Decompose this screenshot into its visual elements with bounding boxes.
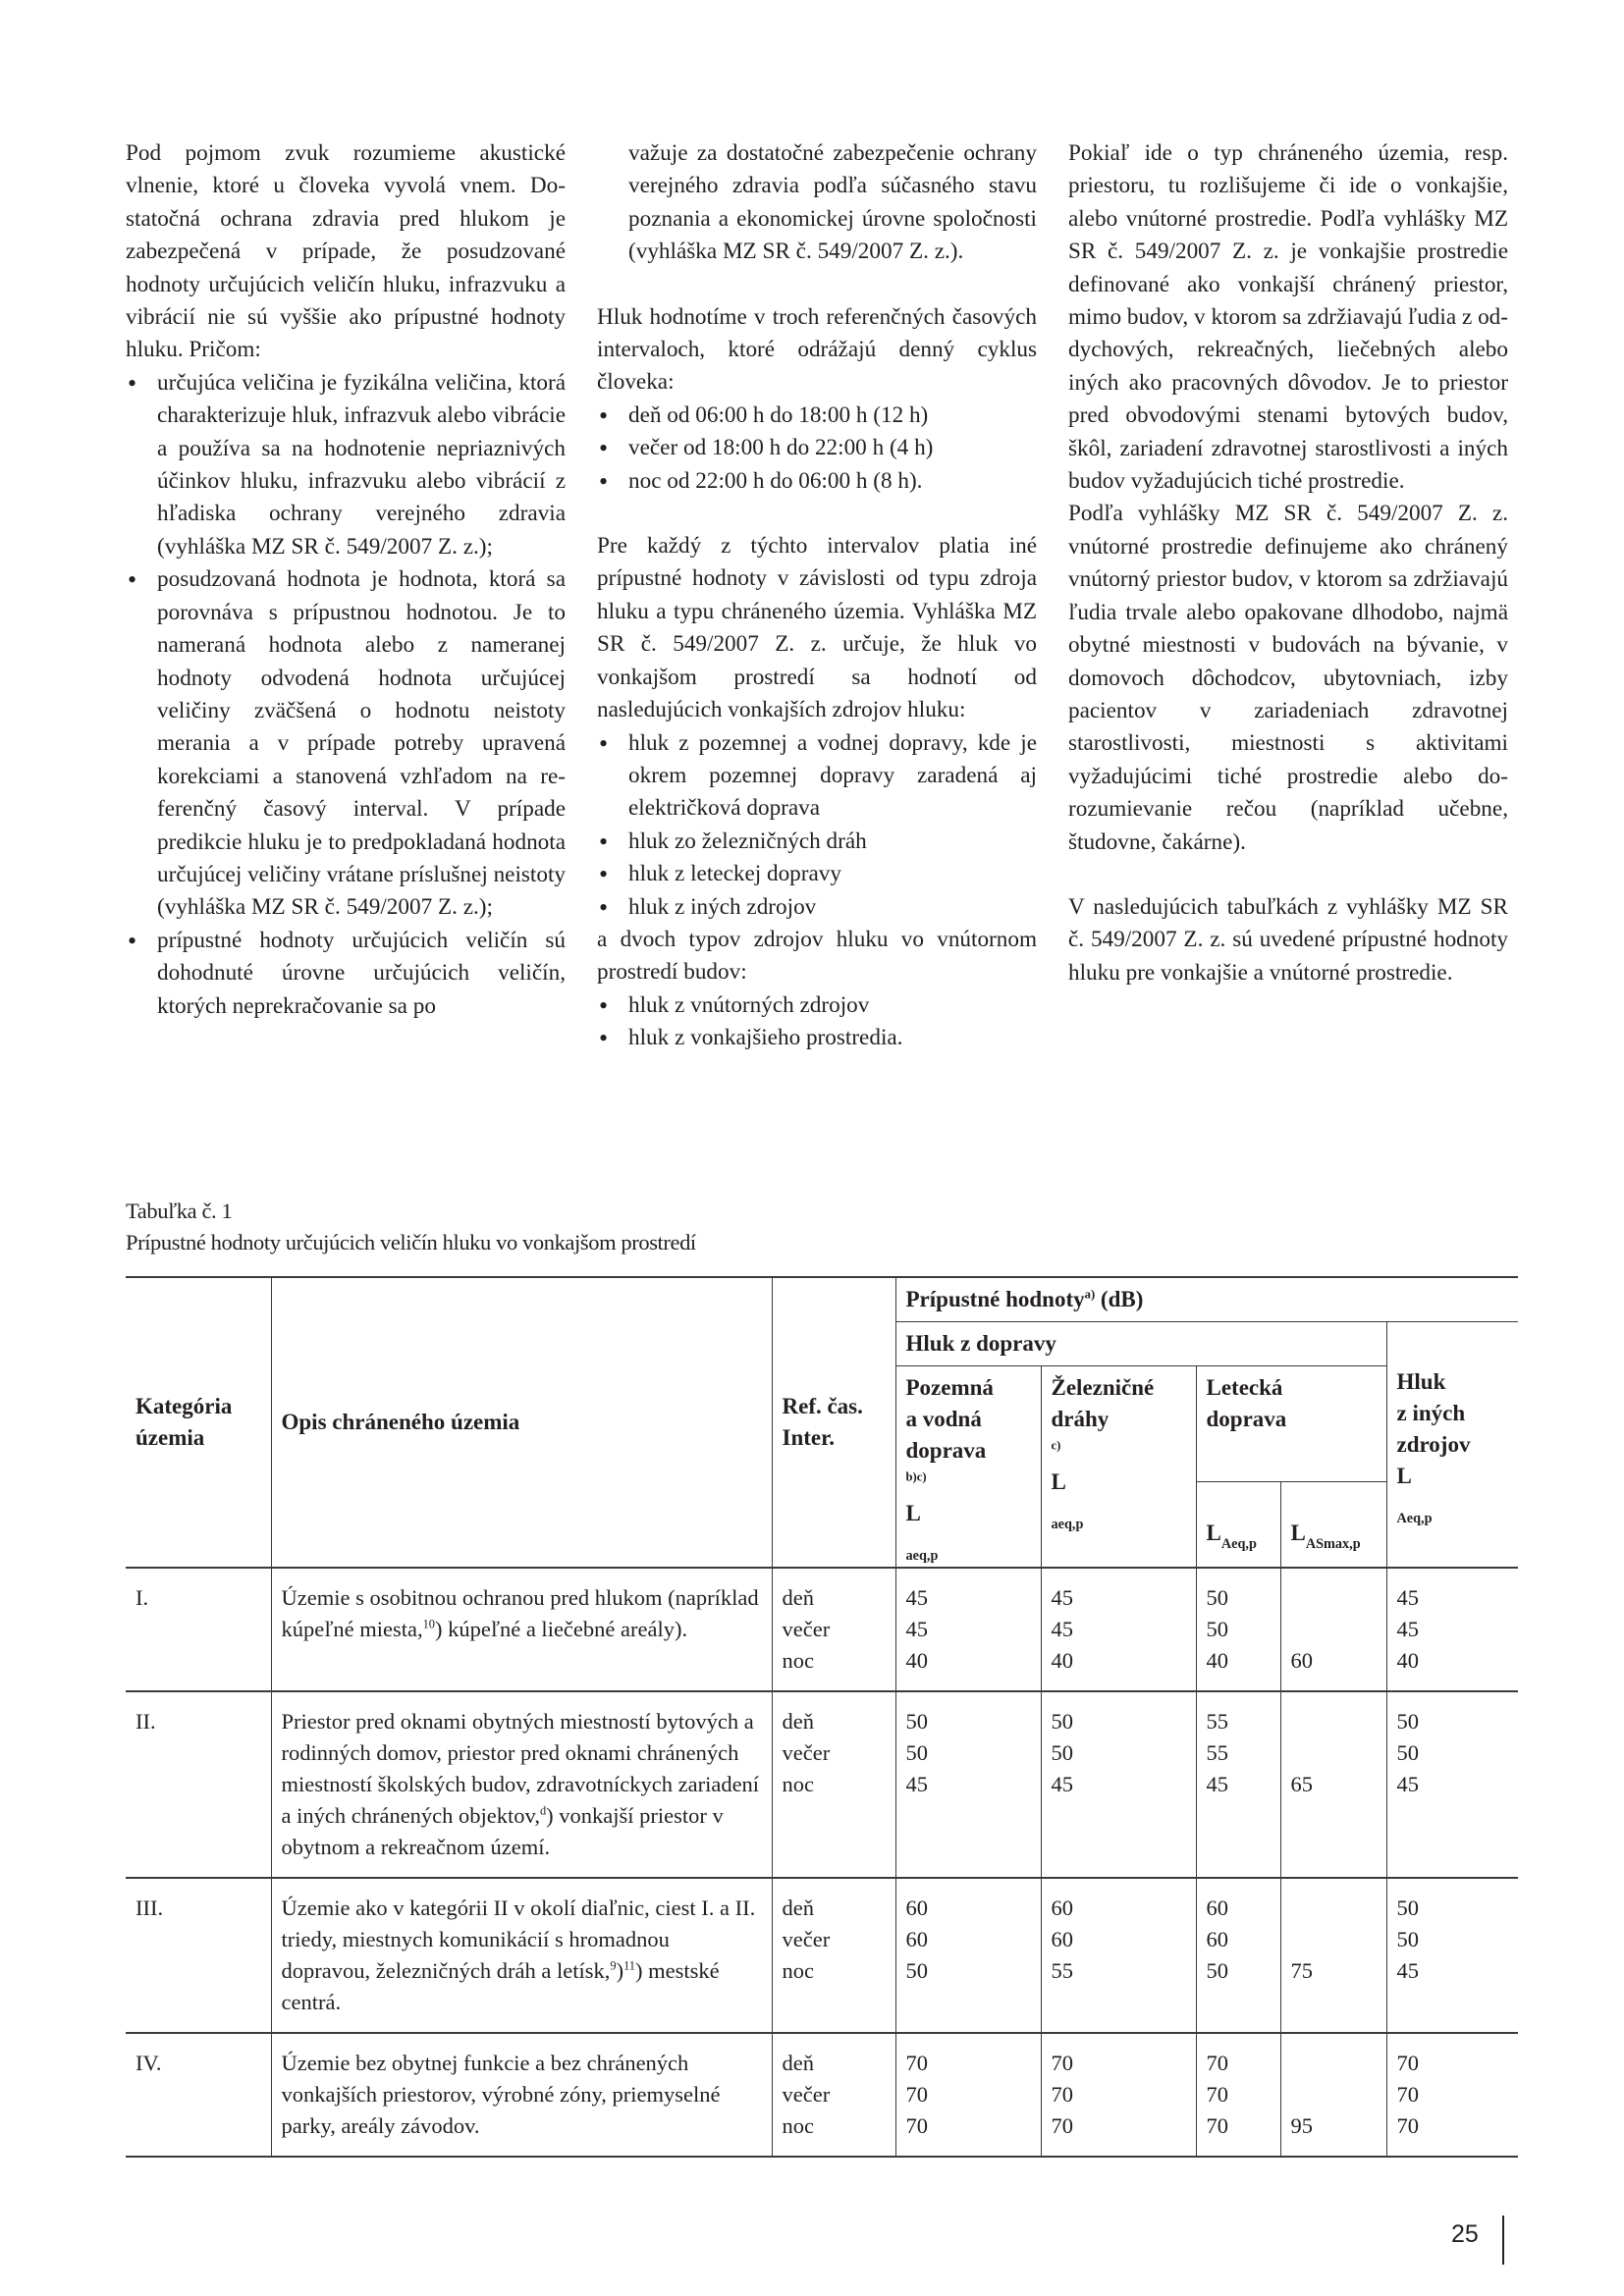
- outdoor-sources-list: [597, 727, 1037, 924]
- category-cell: IV.: [126, 2033, 271, 2157]
- text-column-3: [1068, 137, 1508, 989]
- list-item: • hluk zo železničných dráh: [597, 826, 1037, 858]
- list-item: • hluk z vnútorných zdrojov: [597, 989, 1037, 1022]
- table-row: [126, 2033, 1518, 2157]
- rail-values-cell: 50 50 45: [1041, 1691, 1196, 1878]
- road-values-cell: 70 70 70: [895, 2033, 1041, 2157]
- description-cell: Priestor pred oknami obytných miestností bytových a rodinných domov, priestor pred oknami chránených miestností školských budov, zdravotníckych zariadení a iných chránených objektov,$^d$) vonkajší priestor v obytnom a rekreačnom území.: [271, 1691, 772, 1878]
- road-values-cell: 50 50 45: [895, 1691, 1041, 1878]
- paragraph-indoor-intro: a dvoch typov zdrojov hluku vo vnútornom prostredí budov:: [597, 926, 1037, 986]
- rail-values-cell: 60 60 55: [1041, 1878, 1196, 2033]
- other-values-cell: 70 70 70: [1386, 2033, 1518, 2157]
- air-lasmax-value-cell: 60: [1280, 1568, 1386, 1691]
- description-cell: Územie ako v kategórii II v okolí diaľnic, ciest I. a II. triedy, miestnych komunikácií s hromadnou dopravou, železničných dráh a letísk,$^9$)$^{11}$) mestské centrá.: [271, 1878, 772, 2033]
- air-lasmax-value-cell: 75: [1280, 1878, 1386, 2033]
- paragraph-continuation: važuje za dostatočné zabezpečenie ochrany verejného zdravia podľa súčasného stavu poznania a ekonomickej úrovne spoločnosti (vyhláška MZ SR č. 549/2007 Z. z.).: [628, 140, 1037, 265]
- air-lasmax-value-cell: 95: [1280, 2033, 1386, 2157]
- table-row: [126, 1691, 1518, 1878]
- list-item: • prípustné hodnoty určujúcich veličín sú dohodnuté úrovne určujúcich veličín, ktorých neprekračovanie sa po: [126, 925, 566, 1023]
- header-row: [126, 1277, 1518, 1322]
- category-cell: I.: [126, 1568, 271, 1691]
- list-item: • deň od 06:00 h do 18:00 h (12 h): [597, 400, 1037, 432]
- interval-cell: deň večer noc: [772, 2033, 895, 2157]
- other-values-cell: 50 50 45: [1386, 1691, 1518, 1878]
- header-air-laeq: $L_{Aeq,p}$: [1196, 1481, 1280, 1568]
- list-item: • hluk z iných zdrojov: [597, 891, 1037, 924]
- text-column-2: [597, 137, 1037, 1055]
- page-number: 25: [1451, 2220, 1479, 2248]
- header-air-lasmax: $L_{ASmax,p}$: [1280, 1481, 1386, 1568]
- header-ref-interval: Ref. čas. Inter.: [772, 1277, 895, 1568]
- list-item: • noc od 22:00 h do 06:00 h (8 h).: [597, 465, 1037, 498]
- road-values-cell: 45 45 40: [895, 1568, 1041, 1691]
- paragraph-indoor-definition: Podľa vyhlášky MZ SR č. 549/2007 Z. z. vnútorné prostredie definujeme ako chránený vnútorný priestor budov, v ktorom sa zdržiavajú ľudia trvale alebo opakovane dlhodobo, najmä obytné miestnosti v budovách na bývanie, v domovoch dôchodcov, ubytovniach, izby pacientov v zariadeniach zdravotnej starostlivosti, miestnosti s aktivitami vyžadujúcimi tiché prostredie alebo dorozumievanie rečou (napríklad učebne, študovne, čakárne).: [1068, 501, 1508, 855]
- list-item: • večer od 18:00 h do 22:00 h (4 h): [597, 432, 1037, 464]
- table-title: Prípustné hodnoty určujúcich veličín hluku vo vonkajšom prostredí: [126, 1230, 696, 1255]
- list-item: • hluk z vonkajšieho prostredia.: [597, 1022, 1037, 1054]
- table-caption: [126, 1196, 696, 1258]
- indoor-sources-list: [597, 989, 1037, 1055]
- paragraph-sources-intro: Pre každý z týchto intervalov platia iné prípustné hodnoty v závislosti od typu zdroja hluku a typu chráneného územia. Vyhláška MZ SR č. 549/2007 Z. z. určuje, že hluk vo vonkajšom prostredí sa hodnotí od nasledujúcich vonkajších zdrojov hluku:: [597, 533, 1037, 723]
- other-values-cell: 50 50 45: [1386, 1878, 1518, 2033]
- category-cell: III.: [126, 1878, 271, 2033]
- air-laeq-values-cell: 70 70 70: [1196, 2033, 1280, 2157]
- description-cell: Územie s osobitnou ochranou pred hlukom (napríklad kúpeľné miesta,$^{10}$) kúpeľné a liečebné areály).: [271, 1568, 772, 1691]
- header-other-sources: Hluk z iných zdrojov L $_{Aeq,p}$: [1386, 1322, 1518, 1569]
- intervals-list: [597, 400, 1037, 498]
- list-item: • posudzovaná hodnota je hodnota, ktorá sa porovnáva s prípustnou hodnotou. Je to nameraná hodnota alebo z nameranej hodnoty odvodená hodnota určujúcej veličiny zväčšená o hodnotu neistoty merania a v prípade potreby upravená korekciami a stanovená vzhľadom na referenčný časový interval. V prípade predikcie hluku je to predpokladaná hodnota určujúcej veličiny vrátane príslušnej neistoty (vyhláška MZ SR č. 549/2007 Z. z.);: [126, 563, 566, 924]
- rail-values-cell: 70 70 70: [1041, 2033, 1196, 2157]
- rail-values-cell: 45 45 40: [1041, 1568, 1196, 1691]
- header-road-water-transport: Pozemná a vodná doprava $^{b)c)}$ L $_{aeq,p}$: [895, 1366, 1041, 1569]
- header-permissible-values: Prípustné hodnoty$^{a)}$ (dB): [895, 1277, 1518, 1322]
- air-lasmax-value-cell: 65: [1280, 1691, 1386, 1878]
- paragraph-intro: Pod pojmom zvuk rozumieme akustické vlnenie, ktoré u človeka vyvolá vnem. Dostatočná ochrana zdravia pred hlukom je zabezpečená v prípade, že posudzované hodnoty určujúcich veličín hluku, infrazvuku a vibrácií nie sú vyššie ako prípustné hodnoty hluku. Pričom:: [126, 140, 566, 363]
- paragraph-intervals-intro: Hluk hodnotíme v troch referenčných časových intervaloch, ktoré odrážajú denný cyklus človeka:: [597, 303, 1037, 396]
- header-railways: Železničné dráhy $^{c)}$ L $_{aeq,p}$: [1041, 1366, 1196, 1569]
- paragraph-outdoor-definition: Pokiaľ ide o typ chráneného územia, resp. priestoru, tu rozlišujeme či ide o vonkajšie, alebo vnútorné prostredie. Podľa vyhlášky MZ SR č. 549/2007 Z. z. je vonkajšie prostredie definované ako vonkajší chránený priestor, mimo budov, v ktorom sa zdržiavajú ľudia z oddychových, rekreačných, liečebných alebo iných ako pracovných dôvodov. Je to priestor pred obvodovými stenami bytových budov, škôl, zariadení zdravotnej starostlivosti a iných budov vyžadujúcich tiché prostredie.: [1068, 140, 1508, 495]
- page-number-rule: [1502, 2216, 1504, 2265]
- air-laeq-values-cell: 50 50 40: [1196, 1568, 1280, 1691]
- table-label: Tabuľka č. 1: [126, 1199, 233, 1223]
- interval-cell: deň večer noc: [772, 1568, 895, 1691]
- road-values-cell: 60 60 50: [895, 1878, 1041, 2033]
- list-item: • určujúca veličina je fyzikálna veličina, ktorá charakterizuje hluk, infrazvuk alebo vibrácie a používa sa na hodnotenie nepriaznivých účinkov hluku, infrazvuku alebo vibrácií z hľadiska ochrany verejného zdravia (vyhláška MZ SR č. 549/2007 Z. z.);: [126, 367, 566, 563]
- definitions-list: [126, 367, 566, 1023]
- list-item: • hluk z pozemnej a vodnej dopravy, kde je okrem pozemnej dopravy zaradená aj električková doprava: [597, 727, 1037, 826]
- interval-cell: deň večer noc: [772, 1691, 895, 1878]
- header-description: Opis chráneného územia: [271, 1277, 772, 1568]
- table-row: [126, 1568, 1518, 1691]
- text-column-1: [126, 137, 566, 1023]
- header-transport-noise: Hluk z dopravy: [895, 1322, 1386, 1366]
- noise-limits-table: [126, 1276, 1518, 2158]
- header-category: Kategória územia: [126, 1277, 271, 1568]
- paragraph-tables-intro: V nasledujúcich tabuľkách z vyhlášky MZ SR č. 549/2007 Z. z. sú uvedené prípustné hodnoty hluku pre vonkajšie a vnútorné prostredie.: [1068, 893, 1508, 986]
- air-laeq-values-cell: 55 55 45: [1196, 1691, 1280, 1878]
- description-cell: Územie bez obytnej funkcie a bez chránených vonkajších priestorov, výrobné zóny, priemyselné parky, areály závodov.: [271, 2033, 772, 2157]
- list-item: • hluk z leteckej dopravy: [597, 858, 1037, 890]
- table-row: [126, 1878, 1518, 2033]
- interval-cell: deň večer noc: [772, 1878, 895, 2033]
- header-air-transport: Letecká doprava: [1196, 1366, 1386, 1482]
- category-cell: II.: [126, 1691, 271, 1878]
- air-laeq-values-cell: 60 60 50: [1196, 1878, 1280, 2033]
- other-values-cell: 45 45 40: [1386, 1568, 1518, 1691]
